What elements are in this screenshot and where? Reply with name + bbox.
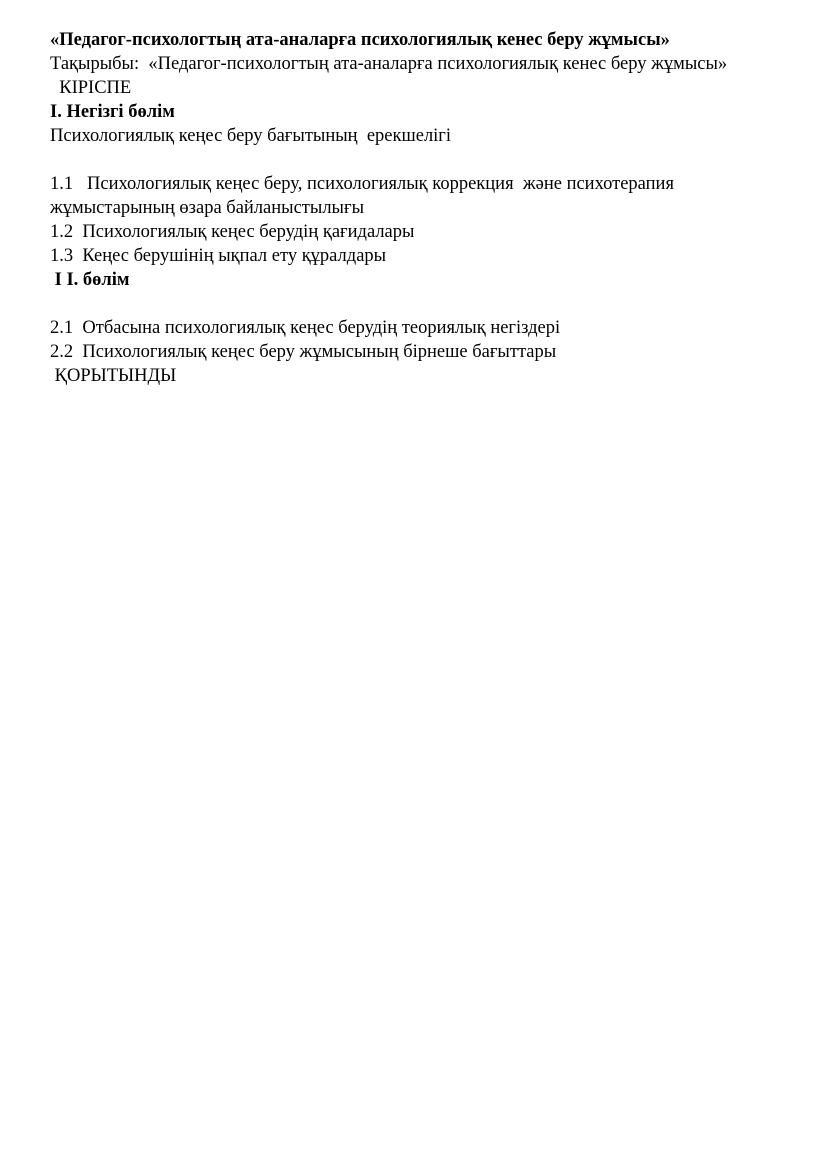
document-page <box>50 28 790 388</box>
part1-heading: I. Негізгі бөлім <box>50 102 175 122</box>
toc-item-continuation: жұмыстарының өзара байланыстылығы <box>50 198 364 218</box>
part2-heading: I I. бөлім <box>50 270 130 290</box>
blank-line <box>50 292 790 316</box>
toc-item: 1.2 Психологиялық кеңес берудің қағидалары <box>50 222 415 242</box>
topic-line: Тақырыбы: «Педагог-психологтың ата-аналарға психологиялық кенес беру жұмысы» <box>50 54 728 74</box>
intro-heading: КІРІСПЕ <box>50 78 132 98</box>
toc-item: 1.1 Психологиялық кеңес беру, психологиялық коррекция және психотерапия <box>50 174 674 194</box>
toc-item: 2.2 Психологиялық кеңес беру жұмысының бірнеше бағыттары <box>50 342 557 362</box>
conclusion-heading: ҚОРЫТЫНДЫ <box>50 366 177 386</box>
document-title: «Педагог-психологтың ата-аналарға психологиялық кенес беру жұмысы» <box>50 30 670 50</box>
toc-item: 1.3 Кеңес берушінің ықпал ету құралдары <box>50 246 387 266</box>
part1-subtitle: Психологиялық кеңес беру бағытының ерекшелігі <box>50 126 452 146</box>
toc-item: 2.1 Отбасына психологиялық кеңес берудің теориялық негіздері <box>50 318 561 338</box>
blank-line <box>50 148 790 172</box>
